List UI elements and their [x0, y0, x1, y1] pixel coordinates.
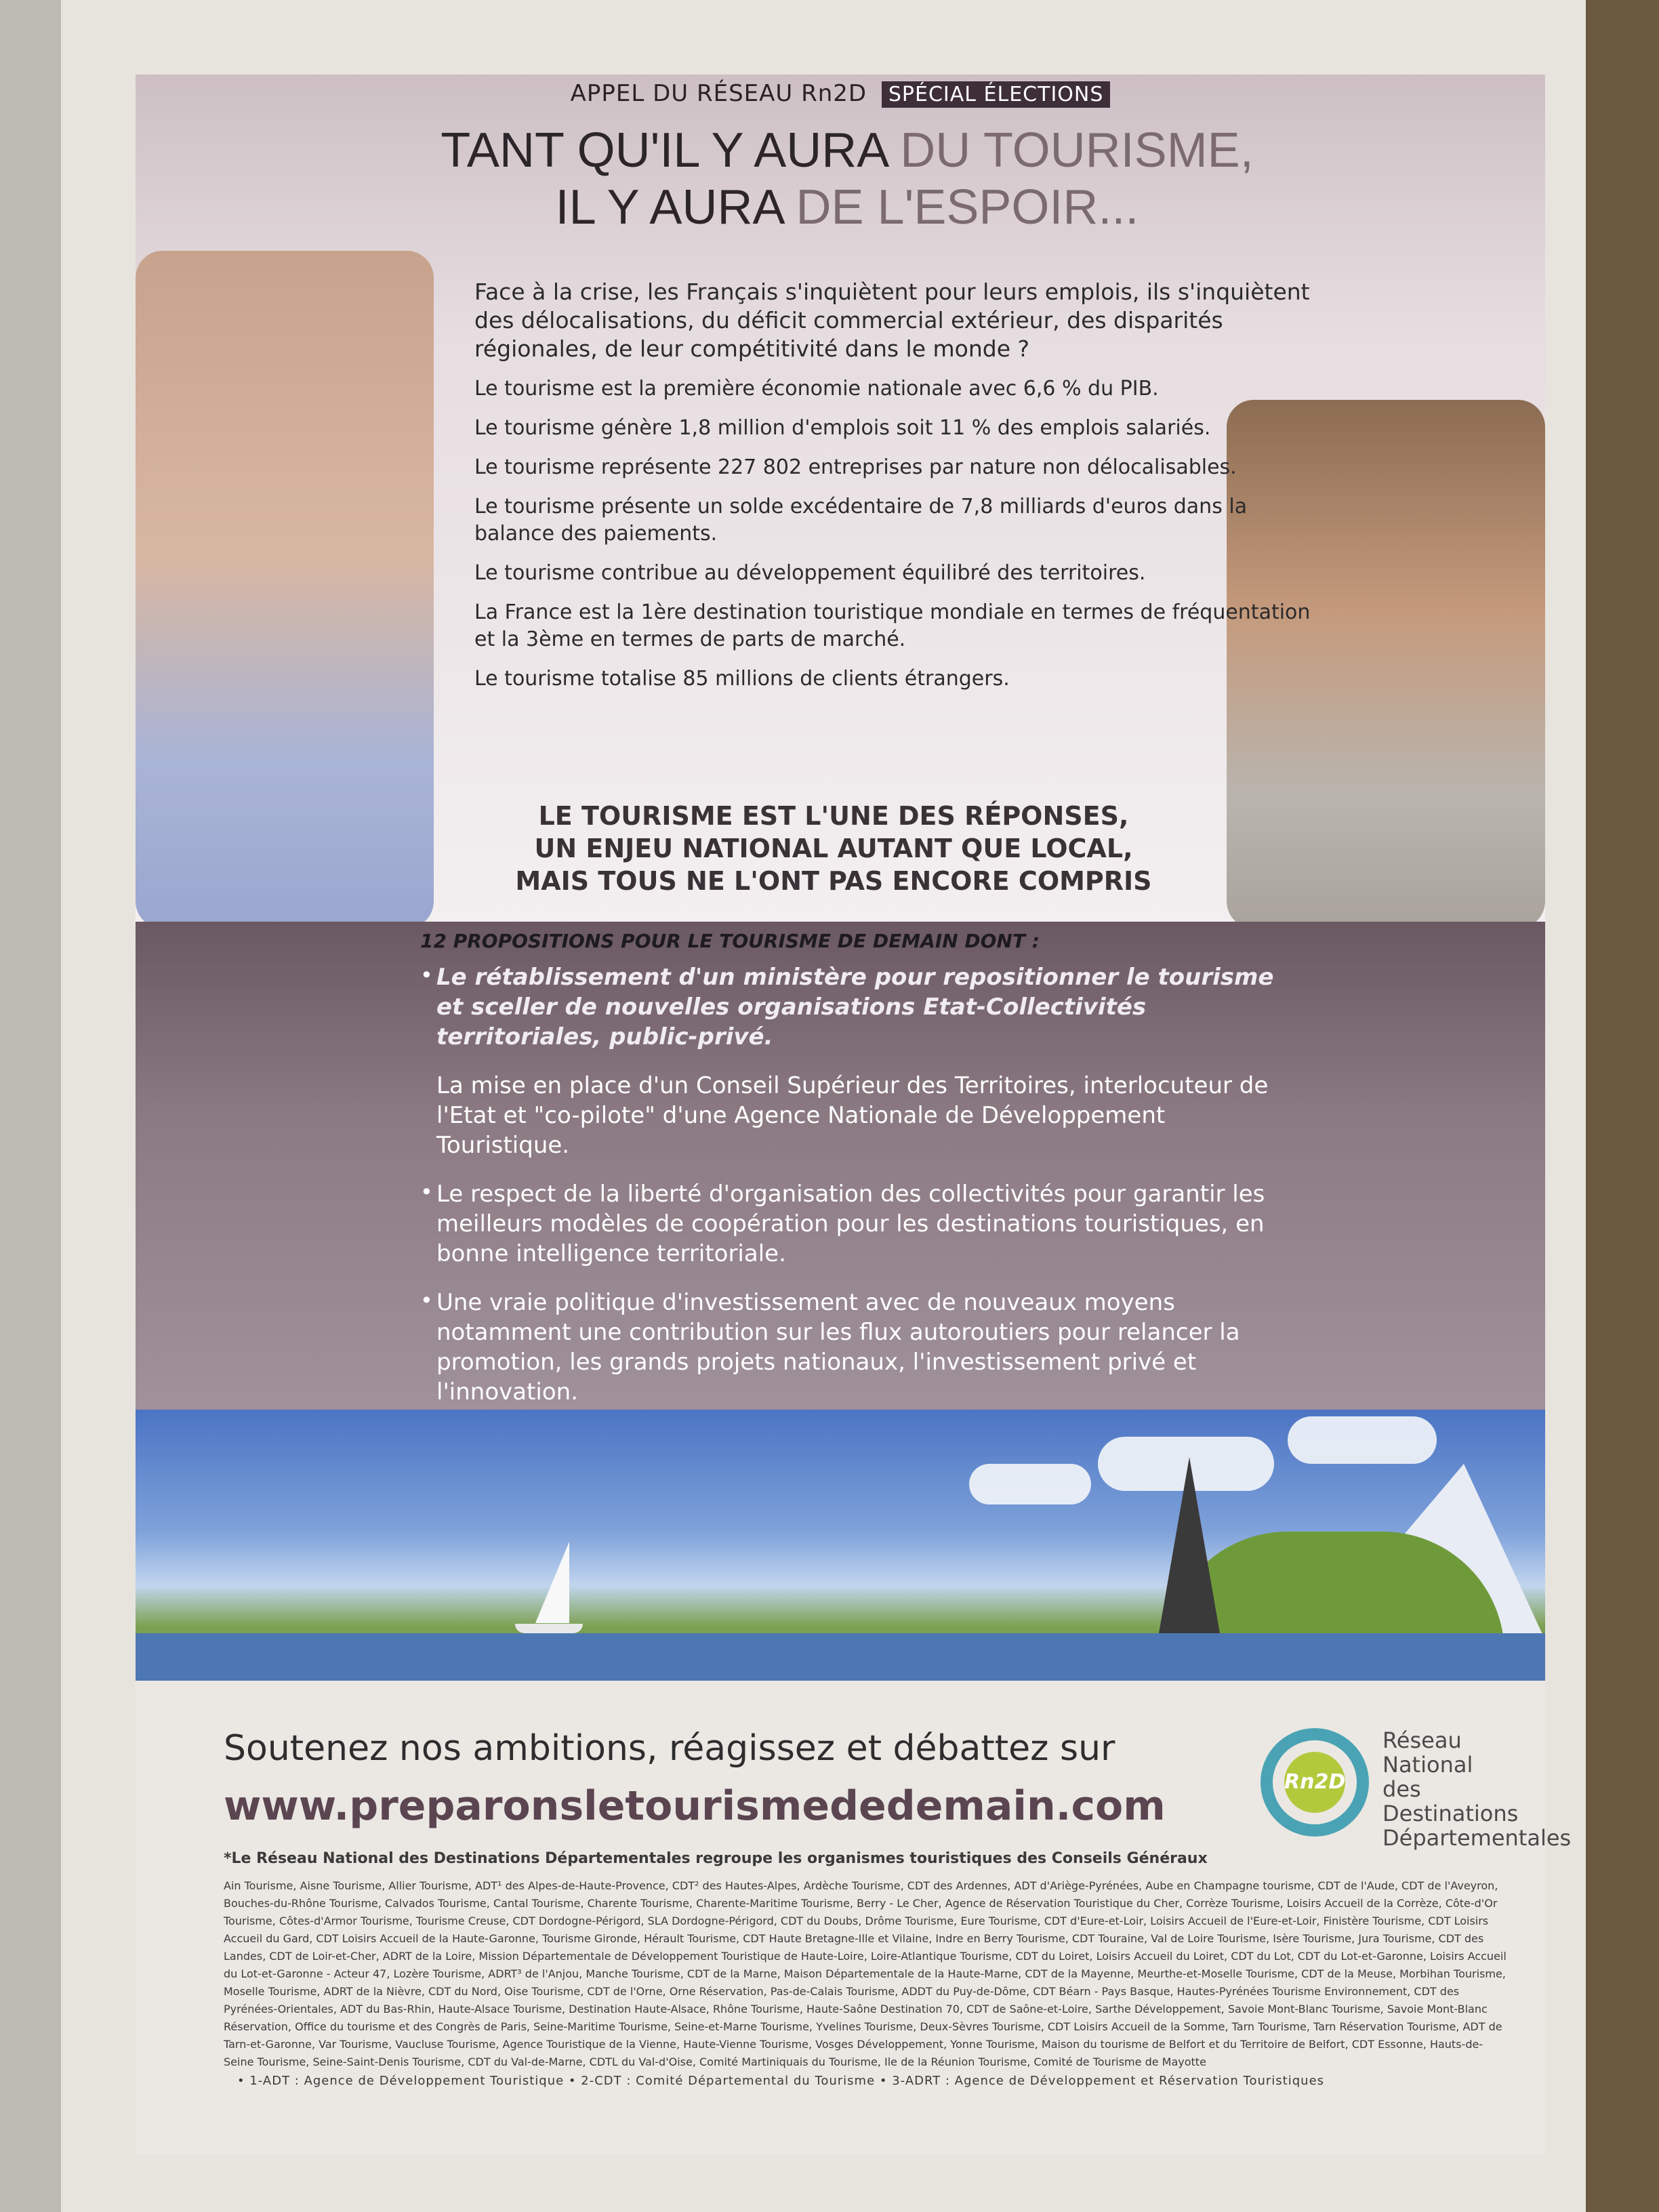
logo-text [1382, 1727, 1572, 1851]
proposition-item [420, 1071, 1274, 1160]
newspaper-page [61, 0, 1586, 2212]
woman-photo [136, 251, 434, 928]
proposition-item [420, 1288, 1274, 1407]
intro-paragraph: Face à la crise, les Français s'inquiètent pour leurs emplois, ils s'inquiètent des délocalisations, du déficit commercial extérieur, des disparités régionales, de leur compétitivité dans le monde ? [474, 279, 1310, 362]
boat-hull-shape [515, 1624, 583, 1633]
body-text [474, 278, 1315, 705]
eiffel-tower-icon [1159, 1457, 1220, 1633]
fact-paragraph: Le tourisme totalise 85 millions de clients étrangers. [474, 667, 1010, 691]
fact-paragraph: Le tourisme contribue au développement équilibré des territoires. [474, 561, 1146, 585]
proposition-text: Le respect de la liberté d'organisation des collectivités pour garantir les meilleurs modèles de coopération pour les destinations touristiques, en bonne intelligence territoriale. [436, 1181, 1265, 1267]
website-link[interactable]: www.preparonsletourismededemain.com [224, 1782, 1166, 1830]
bullet-icon: • [420, 1288, 433, 1313]
fact-paragraph: La France est la 1ère destination touristique mondiale en termes de fréquentation et la 3ème en termes de parts de marché. [474, 600, 1311, 651]
bullet-icon [420, 1071, 436, 1160]
callout-line: UN ENJEU NATIONAL AUTANT QUE LOCAL, [534, 834, 1133, 863]
ad-footer [136, 1681, 1572, 2155]
ad-header [136, 80, 1545, 108]
callout-line: MAIS TOUS NE L'ONT PAS ENCORE COMPRIS [515, 866, 1152, 896]
special-elections-badge: SPÉCIAL ÉLECTIONS [882, 81, 1111, 108]
landscape-illustration [136, 1410, 1545, 1681]
abbreviations-legend: • 1-ADT : Agence de Développement Touristique • 2-CDT : Comité Départemental du Tourisme • 3-ADRT : Agence de Développement et Réservation Touristiques [237, 2074, 1325, 2088]
sea-shape [136, 1633, 1545, 1681]
headline [339, 122, 1355, 236]
appel-text: APPEL DU RÉSEAU Rn2D [570, 80, 867, 107]
proposition-item [420, 1179, 1274, 1269]
rn2d-logo [1261, 1728, 1369, 1837]
logo-mark: Rn2D [1284, 1752, 1345, 1813]
sailboat-icon [535, 1542, 569, 1623]
logo-line: Départementales [1382, 1825, 1572, 1851]
footer-call-to-action: Soutenez nos ambitions, réagissez et débattez sur [224, 1728, 1115, 1769]
fact-paragraph: Le tourisme présente un solde excédentaire de 7,8 milliards d'euros dans la balance des paiements. [474, 495, 1248, 546]
proposition-text: La mise en place d'un Conseil Supérieur des Territoires, interlocuteur de l'Etat et "co-pilote" d'une Agence Nationale de Développement Touristique. [436, 1072, 1269, 1159]
callout-line: LE TOURISME EST L'UNE DES RÉPONSES, [538, 801, 1129, 831]
network-member-list: Ain Tourisme, Aisne Tourisme, Allier Tourisme, ADT¹ des Alpes-de-Haute-Provence, CDT² des Hautes-Alpes, Ardèche Tourisme, CDT des Ardennes, ADT d'Ariège-Pyrénées, Aube en Champagne tourisme, CDT de l'Aude, CDT de l'Aveyron, Bouches-du-Rhône Tourisme, Calvados Tourisme, Cantal Tourisme, Charente Tourisme, Charente-Maritime Tourisme, Berry - Le Cher, Agence de Réservation Touristique du Cher, Corrèze Tourisme, Loisirs Accueil de la Corrèze, Côte-d'Or Tourisme, Côtes-d'Armor Tourisme, Tourisme Creuse, CDT Dordogne-Périgord, SLA Dordogne-Périgord, CDT du Doubs, Drôme Tourisme, Eure Tourisme, CDT d'Eure-et-Loir, Loisirs Accueil de l'Eure-et-Loir, Finistère Tourisme, CDT Loisirs Accueil du Gard, CDT Loisirs Accueil de la Haute-Garonne, Tourisme Gironde, Hérault Tourisme, CDT Haute Bretagne-Ille et Vilaine, Indre en Berry Tourisme, CDT Touraine, Val de Loire Tourisme, Isère Tourisme, Jura Tourisme, CDT des Landes, CDT de Loir-et-Cher, ADRT de la Loire, Mission Départementale de Développement Touristique de Haute-Loire, Loire-Atlantique Tourisme, CDT du Loiret, Loisirs Accueil du Loiret, CDT du Lot, CDT du Lot-et-Garonne, Loisirs Accueil du Lot-et-Garonne - Acteur 47, Lozère Tourisme, ADRT³ de l'Anjou, Manche Tourisme, CDT de la Marne, Maison Départementale de la Haute-Marne, CDT de la Mayenne, Meurthe-et-Moselle Tourisme, CDT de la Meuse, Morbihan Tourisme, Moselle Tourisme, ADRT de la Nièvre, CDT du Nord, Oise Tourisme, CDT de l'Orne, Orne Réservation, Pas-de-Calais Tourisme, ADDT du Puy-de-Dôme, CDT Béarn - Pays Basque, Hautes-Pyrénées Tourisme Environnement, CDT des Pyrénées-Orientales, ADT du Bas-Rhin, Haute-Alsace Tourisme, Destination Haute-Alsace, Rhône Tourisme, Haute-Saône Destination 70, CDT de Saône-et-Loire, Sarthe Développement, Savoie Mont-Blanc Tourisme, Savoie Mont-Blanc Réservation, Office du tourisme et des Congrès de Paris, Seine-Maritime Tourisme, Seine-et-Marne Tourisme, Yvelines Tourisme, Deux-Sèvres Tourisme, CDT Loisirs Accueil de la Somme, Tarn Tourisme, Tarn Réservation Tourisme, ADT de Tarn-et-Garonne, Var Tourisme, Vaucluse Tourisme, Agence Touristique de la Vienne, Haute-Vienne Tourisme, Vosges Développement, Yonne Tourisme, Maison du tourisme de Belfort et du Territoire de Belfort, CDT Essonne, Hauts-de-Seine Tourisme, Seine-Saint-Denis Tourisme, CDT du Val-de-Marne, CDTL du Val-d'Oise, Comité Martiniquais du Tourisme, Ile de la Réunion Tourisme, Comité de Tourisme de Mayotte [224, 1879, 1507, 2068]
proposition-text: Le rétablissement d'un ministère pour repositionner le tourisme et sceller de nouvelles organisations Etat-Collectivités territoriales, public-privé. [436, 964, 1274, 1050]
headline-line2-b: DE L'ESPOIR... [796, 180, 1139, 234]
propositions-title: 12 PROPOSITIONS POUR LE TOURISME DE DEMAIN DONT : [420, 930, 1040, 952]
callout [427, 800, 1240, 897]
headline-line1-b: DU TOURISME, [900, 123, 1254, 178]
logo-line: des Destinations [1382, 1776, 1519, 1826]
propositions-band [136, 922, 1545, 1410]
bullet-icon: • [420, 962, 433, 988]
proposition-text: Une vraie politique d'investissement avec de nouveaux moyens notamment une contribution sur les flux autoroutiers pour relancer la promotion, les grands projets nationaux, l'investissement privé et l'innovation. [436, 1289, 1240, 1406]
ad-top-section [136, 75, 1545, 922]
fact-paragraph: Le tourisme génère 1,8 million d'emplois soit 11 % des emplois salariés. [474, 416, 1211, 440]
fact-paragraph: Le tourisme est la première économie nationale avec 6,6 % du PIB. [474, 377, 1159, 401]
fact-paragraph: Le tourisme représente 227 802 entreprises par nature non délocalisables. [474, 455, 1237, 479]
cloud-shape [1288, 1416, 1437, 1464]
network-title: *Le Réseau National des Destinations Départementales regroupe les organismes touristiques des Conseils Généraux [224, 1850, 1208, 1867]
bullet-icon: • [420, 1179, 433, 1205]
headline-line2-a: IL Y AURA [555, 180, 796, 234]
headline-line1-a: TANT QU'IL Y AURA [441, 123, 901, 178]
advertisement [136, 75, 1572, 2155]
logo-line: Réseau National [1382, 1727, 1473, 1778]
paper-background-left [0, 0, 61, 2212]
desk-background [1578, 0, 1659, 2212]
proposition-item [420, 962, 1274, 1052]
cloud-shape [969, 1464, 1091, 1504]
